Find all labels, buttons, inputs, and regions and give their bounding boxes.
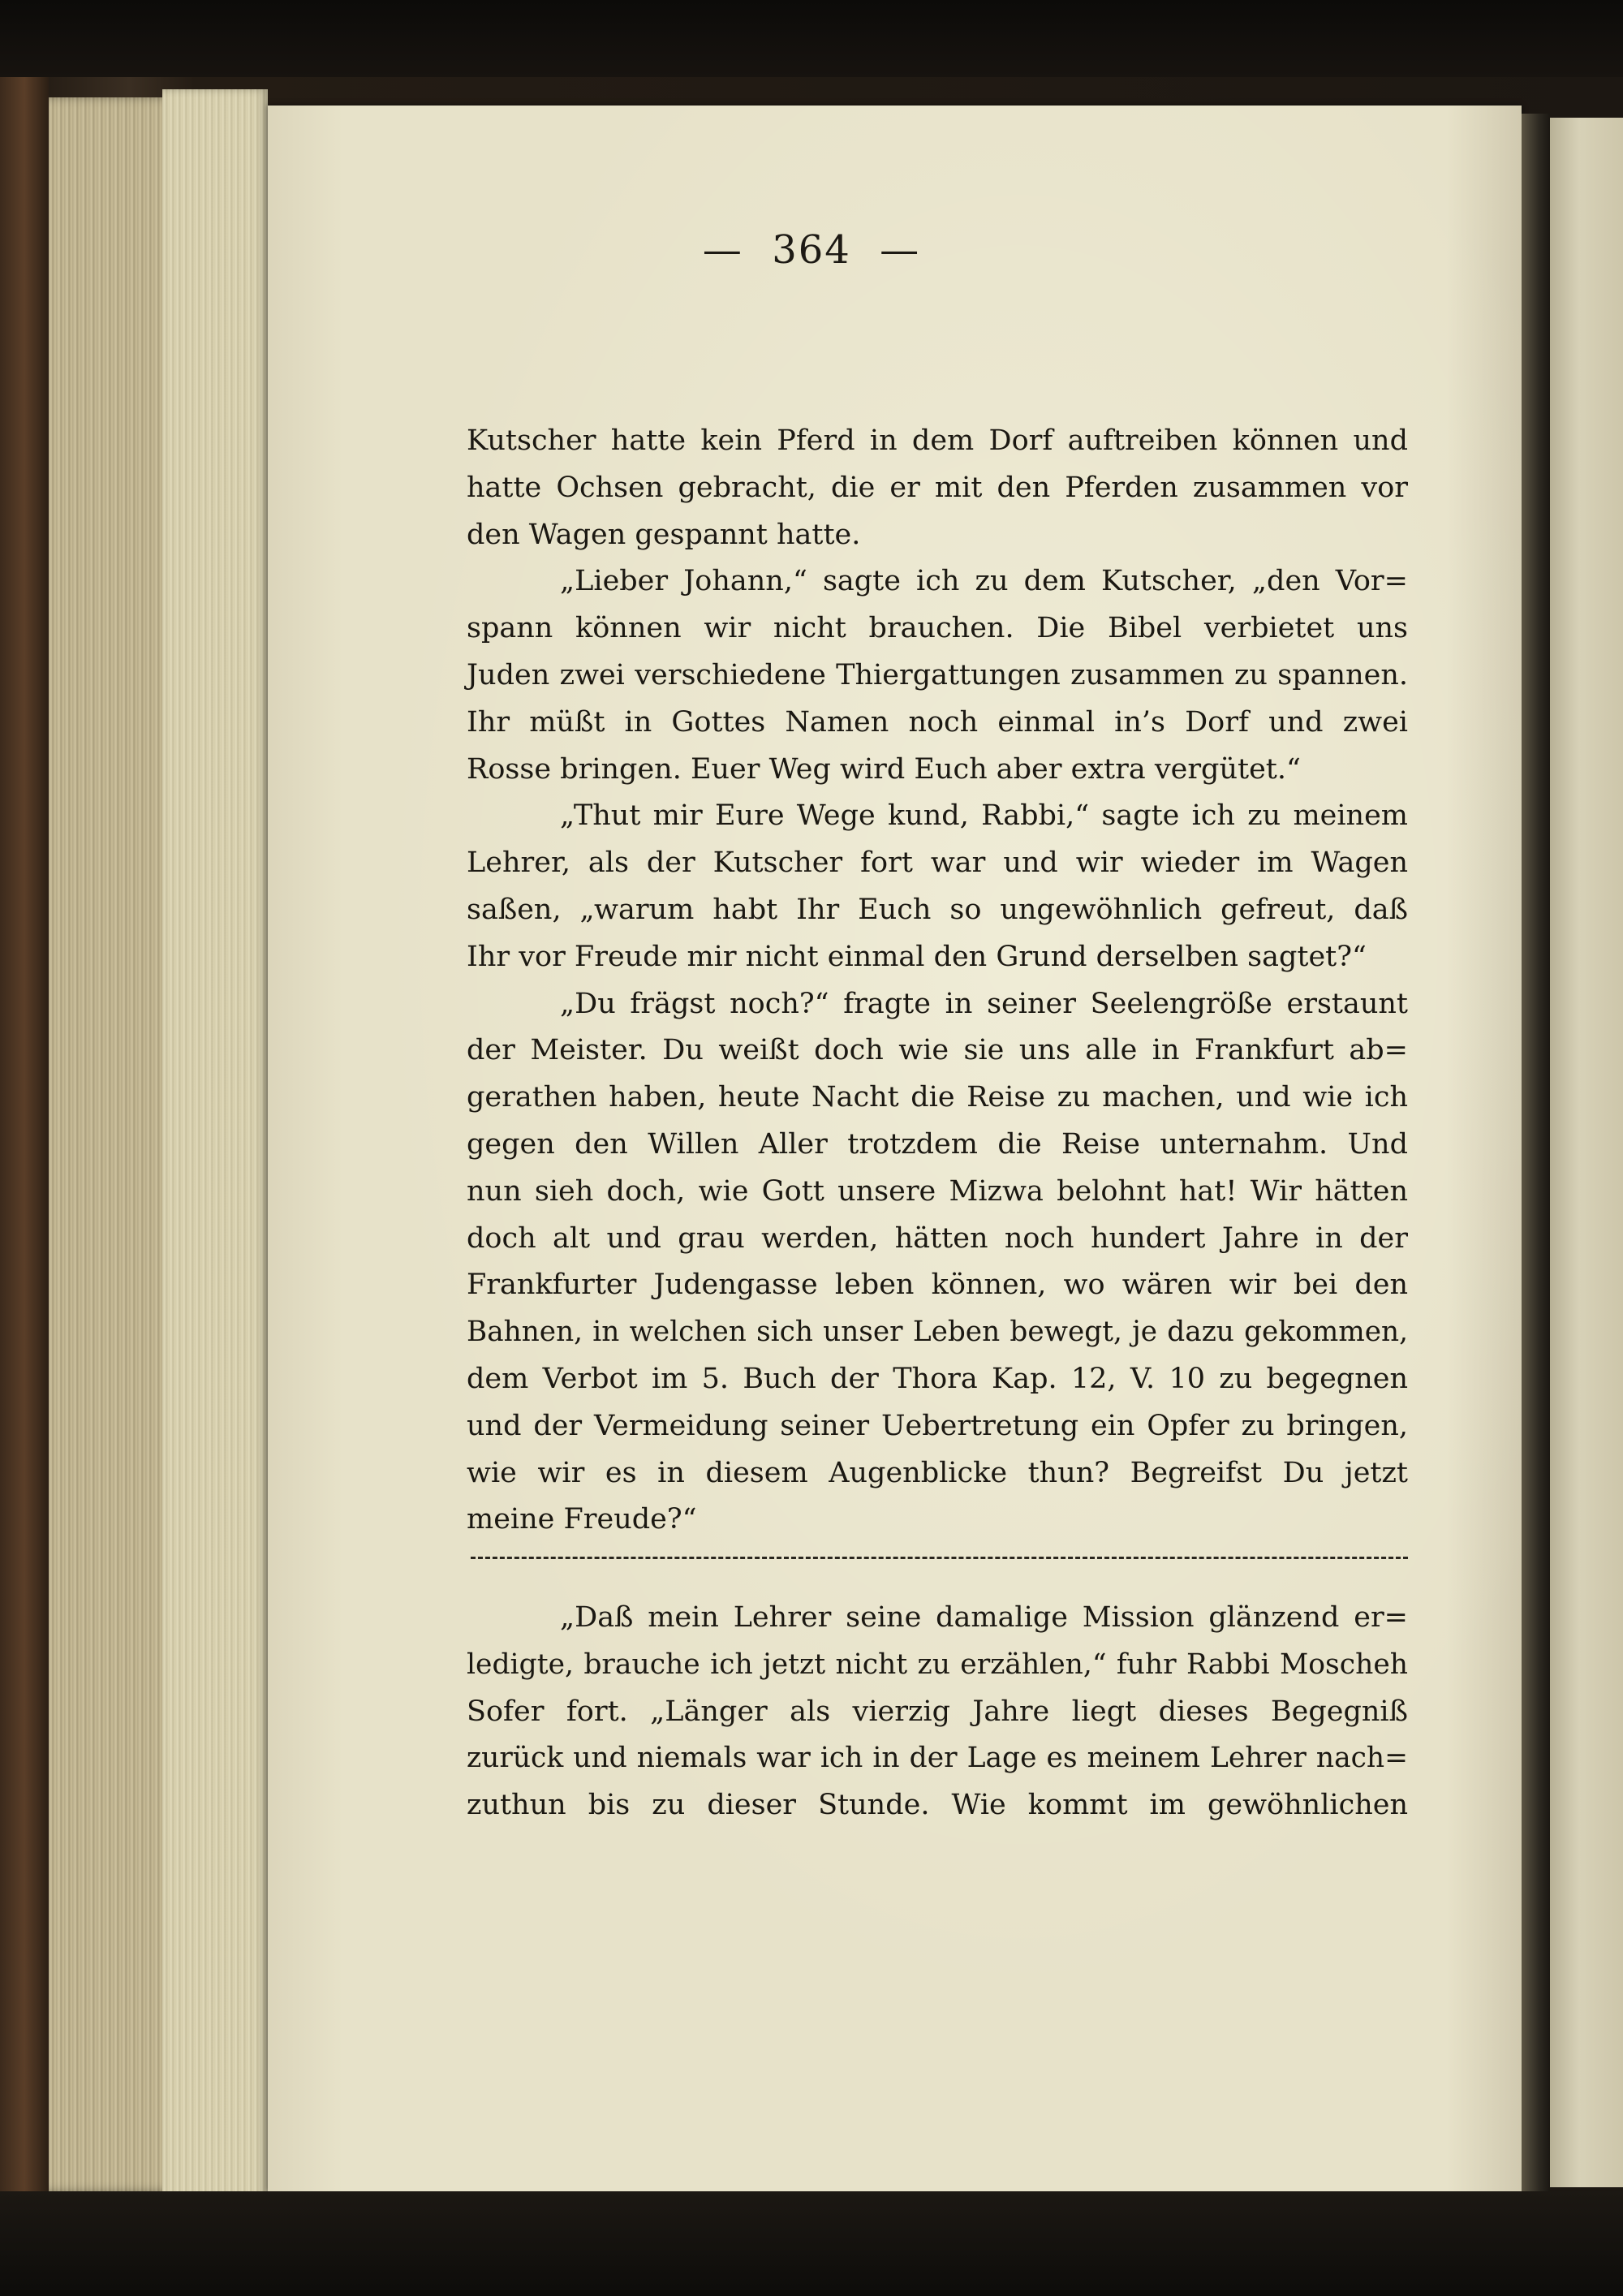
text-line: Kutscher hatte kein Pferd in dem Dorf auftreiben können und: [467, 424, 1408, 457]
text-line: „Du frägst noch?“ fragte in seiner Seelengröße erstaunt: [560, 987, 1408, 1020]
text-line: „Lieber Johann,“ sagte ich zu dem Kutscher, „den Vor=: [560, 565, 1408, 598]
text-line: Bahnen, in welchen sich unser Leben bewegt, je dazu gekommen,: [467, 1316, 1408, 1349]
facing-page-edge: [1550, 118, 1623, 2187]
text-line: den Wagen gespannt hatte.: [467, 518, 861, 551]
paragraph: [467, 558, 1408, 793]
book-cover-edge: [0, 77, 49, 2220]
text-line: Rosse bringen. Euer Weg wird Euch aber extra vergütet.“: [467, 752, 1301, 786]
text-line: meine Freude?“: [467, 1503, 697, 1536]
body-text-lower: [467, 1595, 1408, 1829]
text-line: hatte Ochsen gebracht, die er mit den Pferden zusammen vor: [467, 471, 1408, 504]
header-dash-left: —: [702, 227, 743, 273]
paragraph: [467, 1595, 1408, 1829]
header-dash-right: —: [880, 227, 921, 273]
text-line: „Daß mein Lehrer seine damalige Mission glänzend er=: [560, 1601, 1408, 1634]
text-line: wie wir es in diesem Augenblicke thun? Begreifst Du jetzt: [467, 1456, 1408, 1489]
text-line: spann können wir nicht brauchen. Die Bibel verbietet uns: [467, 612, 1408, 645]
text-line: „Thut mir Eure Wege kund, Rabbi,“ sagte ich zu meinem: [560, 799, 1408, 833]
text-line: Lehrer, als der Kutscher fort war und wir wieder im Wagen: [467, 846, 1408, 880]
text-line: Juden zwei verschiedene Thiergattungen zusammen zu spannen.: [467, 658, 1408, 691]
scan-background-top: [0, 0, 1623, 77]
book-gutter: [1522, 114, 1550, 2191]
page-number-header: [0, 227, 1623, 273]
page-number: 364: [772, 227, 851, 273]
scan-background-bottom: [0, 2191, 1623, 2296]
text-line: der Meister. Du weißt doch wie sie uns alle in Frankfurt ab=: [467, 1034, 1408, 1067]
text-line: saßen, „warum habt Ihr Euch so ungewöhnlich gefreut, daß: [467, 893, 1408, 926]
text-line: gegen den Willen Aller trotzdem die Reise unternahm. Und: [467, 1127, 1408, 1161]
body-text-upper: [467, 418, 1408, 1544]
text-line: nun sieh doch, wie Gott unsere Mizwa belohnt hat! Wir hätten: [467, 1174, 1408, 1208]
text-line: Ihr müßt in Gottes Namen noch einmal in’s Dorf und zwei: [467, 705, 1408, 739]
page-stack-inner: [162, 89, 268, 2199]
paragraph: [467, 793, 1408, 980]
section-divider-rule: [471, 1557, 1408, 1559]
text-line: und der Vermeidung seiner Uebertretung ein Opfer zu bringen,: [467, 1409, 1408, 1442]
text-line: Ihr vor Freude mir nicht einmal den Grund derselben sagtet?“: [467, 940, 1367, 973]
text-line: Sofer fort. „Länger als vierzig Jahre liegt dieses Begegniß: [467, 1695, 1408, 1728]
text-line: ledigte, brauche ich jetzt nicht zu erzählen,“ fuhr Rabbi Moscheh: [467, 1648, 1408, 1681]
text-line: gerathen haben, heute Nacht die Reise zu machen, und wie ich: [467, 1081, 1408, 1114]
text-line: Frankfurter Judengasse leben können, wo wären wir bei den: [467, 1269, 1408, 1302]
paragraph: [467, 981, 1408, 1544]
text-line: doch alt und grau werden, hätten noch hundert Jahre in der: [467, 1221, 1408, 1255]
text-line: dem Verbot im 5. Buch der Thora Kap. 12, V. 10 zu begegnen: [467, 1362, 1408, 1395]
text-line: zurück und niemals war ich in der Lage es meinem Lehrer nach=: [467, 1742, 1408, 1775]
paragraph: [467, 418, 1408, 558]
text-line: zuthun bis zu dieser Stunde. Wie kommt im gewöhnlichen: [467, 1789, 1408, 1822]
